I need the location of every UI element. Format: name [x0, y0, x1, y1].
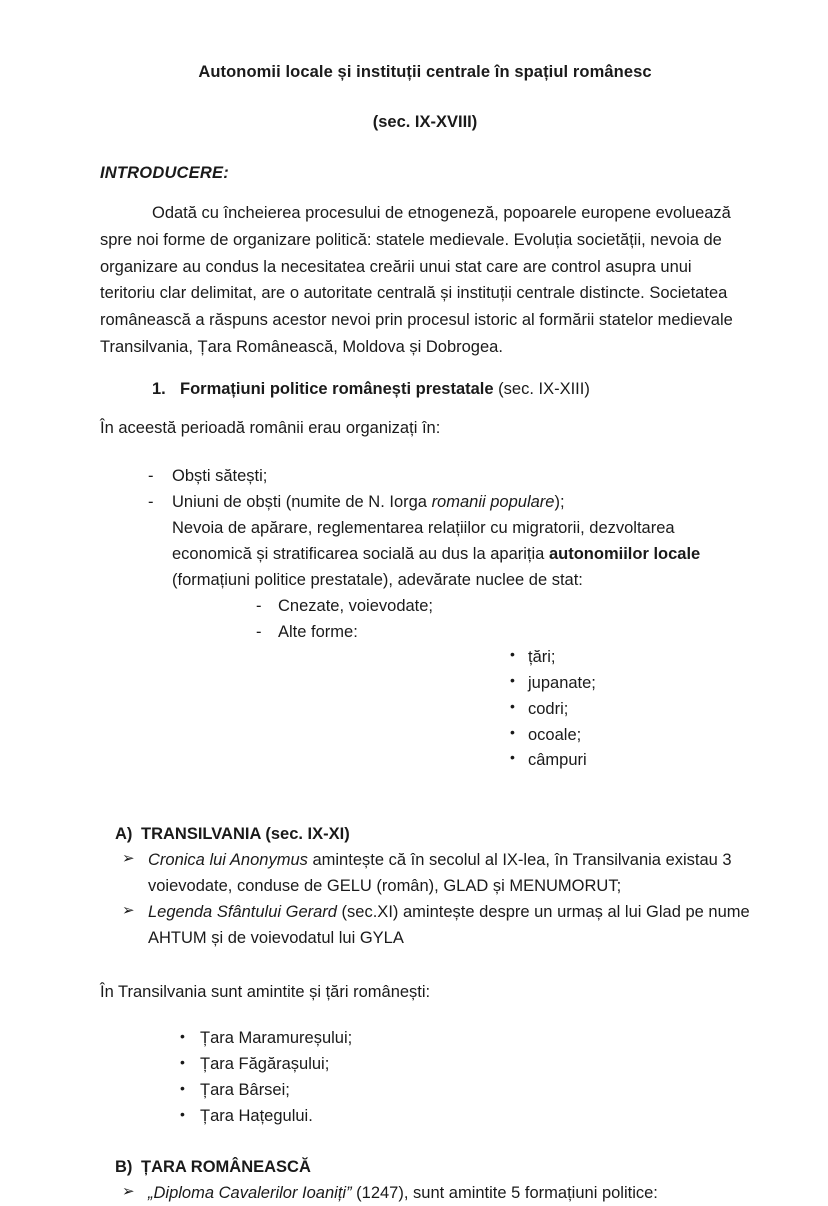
list-item-label: Alte forme: — [278, 623, 358, 642]
dash-bullet-icon: - — [256, 597, 262, 616]
list-item-label: jupanate; — [528, 674, 596, 693]
section-a-lead-line: În Transilvania sunt amintite și țări românești: — [100, 983, 431, 1002]
list-item — [278, 671, 750, 697]
autonomy-paragraph-emphasis: autonomiilor locale — [548, 545, 701, 564]
list-item — [278, 697, 750, 723]
list-item-tail: ); — [554, 493, 565, 512]
list-item — [100, 1051, 750, 1077]
list-item-label: amintește că în secolul al IX-lea, în Transilvania existau 3 voievodate, conduse de GELU (român), GLAD și MENUMORUT; — [148, 850, 732, 895]
section-1-number: 1. — [152, 379, 166, 398]
list-item — [100, 463, 750, 489]
section-1-sublist — [172, 593, 750, 774]
list-item — [278, 748, 750, 774]
list-item-label: Țara Bârsei; — [200, 1081, 290, 1100]
list-item-label: Obști sătești; — [172, 467, 268, 486]
section-b-title: ȚARA ROMÂNEASCĂ — [141, 1158, 311, 1177]
list-item — [100, 1077, 750, 1103]
section-1-century: (sec. IX-XIII) — [493, 379, 590, 398]
list-item-label: țări; — [528, 648, 556, 667]
introduction-label: INTRODUCERE: — [100, 164, 229, 183]
section-a-heading — [100, 822, 750, 847]
list-item-label: Țara Maramureșului; — [200, 1028, 353, 1047]
list-item-label: codri; — [528, 699, 569, 718]
list-item-label: (sec.XI) amintește despre un urmaș al lui Glad pe nume AHTUM și de voievodatul lui GYLA — [148, 903, 750, 948]
document-subtitle: (sec. IX-XVIII) — [372, 113, 478, 132]
dash-bullet-icon: - — [148, 493, 154, 512]
list-item — [278, 723, 750, 749]
list-item — [100, 1180, 750, 1206]
section-b-heading — [100, 1155, 750, 1180]
section-b-entries — [100, 1180, 750, 1206]
list-item-label: Țara Hațegului. — [200, 1107, 313, 1126]
dot-bullet-icon: • — [180, 1106, 185, 1123]
list-item — [172, 593, 750, 619]
list-item-emphasis: romanii populare — [431, 493, 555, 512]
section-1-lead-line: În aceestă perioadă românii erau organizați în: — [100, 419, 441, 438]
dot-bullet-icon: • — [510, 697, 515, 714]
list-item — [100, 489, 750, 774]
list-item-label: ocoale; — [528, 725, 582, 744]
dot-bullet-icon: • — [510, 723, 515, 740]
list-item-label: câmpuri — [528, 751, 587, 770]
section-1-title: Formațiuni politice românești prestatale — [180, 379, 494, 398]
section-spacer — [100, 1129, 750, 1155]
dot-bullet-icon: • — [180, 1080, 185, 1097]
list-item-label: Uniuni de obști (numite de N. Iorga — [172, 493, 432, 512]
dot-bullet-icon: • — [510, 749, 515, 766]
section-a-entries — [100, 847, 750, 951]
arrow-bullet-icon: ➢ — [122, 1182, 135, 1200]
section-spacer — [100, 951, 750, 965]
list-item — [100, 1103, 750, 1129]
document-title: Autonomii locale și instituții centrale în spațiul românesc — [198, 63, 652, 81]
dash-bullet-icon: - — [256, 623, 262, 642]
list-item — [100, 1025, 750, 1051]
list-item-source: Cronica lui Anonymus — [148, 850, 308, 869]
list-item — [172, 619, 750, 774]
list-item-source: Legenda Sfântului Gerard — [148, 903, 337, 922]
dash-bullet-icon: - — [148, 467, 154, 486]
list-item-source: „Diploma Cavalerilor Ioaniți” — [148, 1183, 352, 1202]
autonomy-paragraph-part1: Nevoia de apărare, reglementarea relațiilor cu migratorii, dezvoltarea economică și stratificarea socială au dus la apariția — [172, 519, 675, 564]
list-item-label: Cnezate, voievodate; — [278, 597, 434, 616]
dot-bullet-icon: • — [510, 646, 515, 663]
section-1-heading — [100, 361, 750, 402]
section-b-letter: B) — [115, 1158, 133, 1177]
arrow-bullet-icon: ➢ — [122, 902, 135, 920]
list-item — [100, 899, 750, 951]
autonomy-paragraph-part2: (formațiuni politice prestatale), adevărate nuclee de stat: — [172, 571, 583, 590]
introduction-paragraph: Odată cu încheierea procesului de etnogeneză, popoarele europene evoluează spre noi forme de organizare politică: statele medievale. Evoluția societății, nevoia de organizare au condus la necesitatea creării unui stat care are control asupra unui teritoriu clar delimitat, are o autoritate centrală și instituții centrale distincte. Societatea românească a răspuns acestor nevoi prin procesul istoric al formării statelor medievale Transilvania, Țara Românească, Moldova și Dobrogea. — [100, 204, 733, 356]
arrow-bullet-icon: ➢ — [122, 849, 135, 867]
dot-bullet-icon: • — [510, 672, 515, 689]
autonomy-paragraph — [172, 515, 750, 593]
section-a-title: TRANSILVANIA (sec. IX-XI) — [141, 825, 350, 844]
section-a-tari-list — [100, 1005, 750, 1129]
list-item-label: (1247), sunt amintite 5 formațiuni politice: — [351, 1183, 658, 1202]
list-item — [278, 645, 750, 671]
list-item — [100, 847, 750, 899]
section-spacer — [100, 774, 750, 822]
section-1-list — [100, 441, 750, 774]
section-1-forms-list — [278, 645, 750, 774]
list-item-label: Țara Făgărașului; — [200, 1054, 330, 1073]
dot-bullet-icon: • — [180, 1053, 185, 1070]
dot-bullet-icon: • — [180, 1027, 185, 1044]
section-a-letter: A) — [115, 825, 133, 844]
